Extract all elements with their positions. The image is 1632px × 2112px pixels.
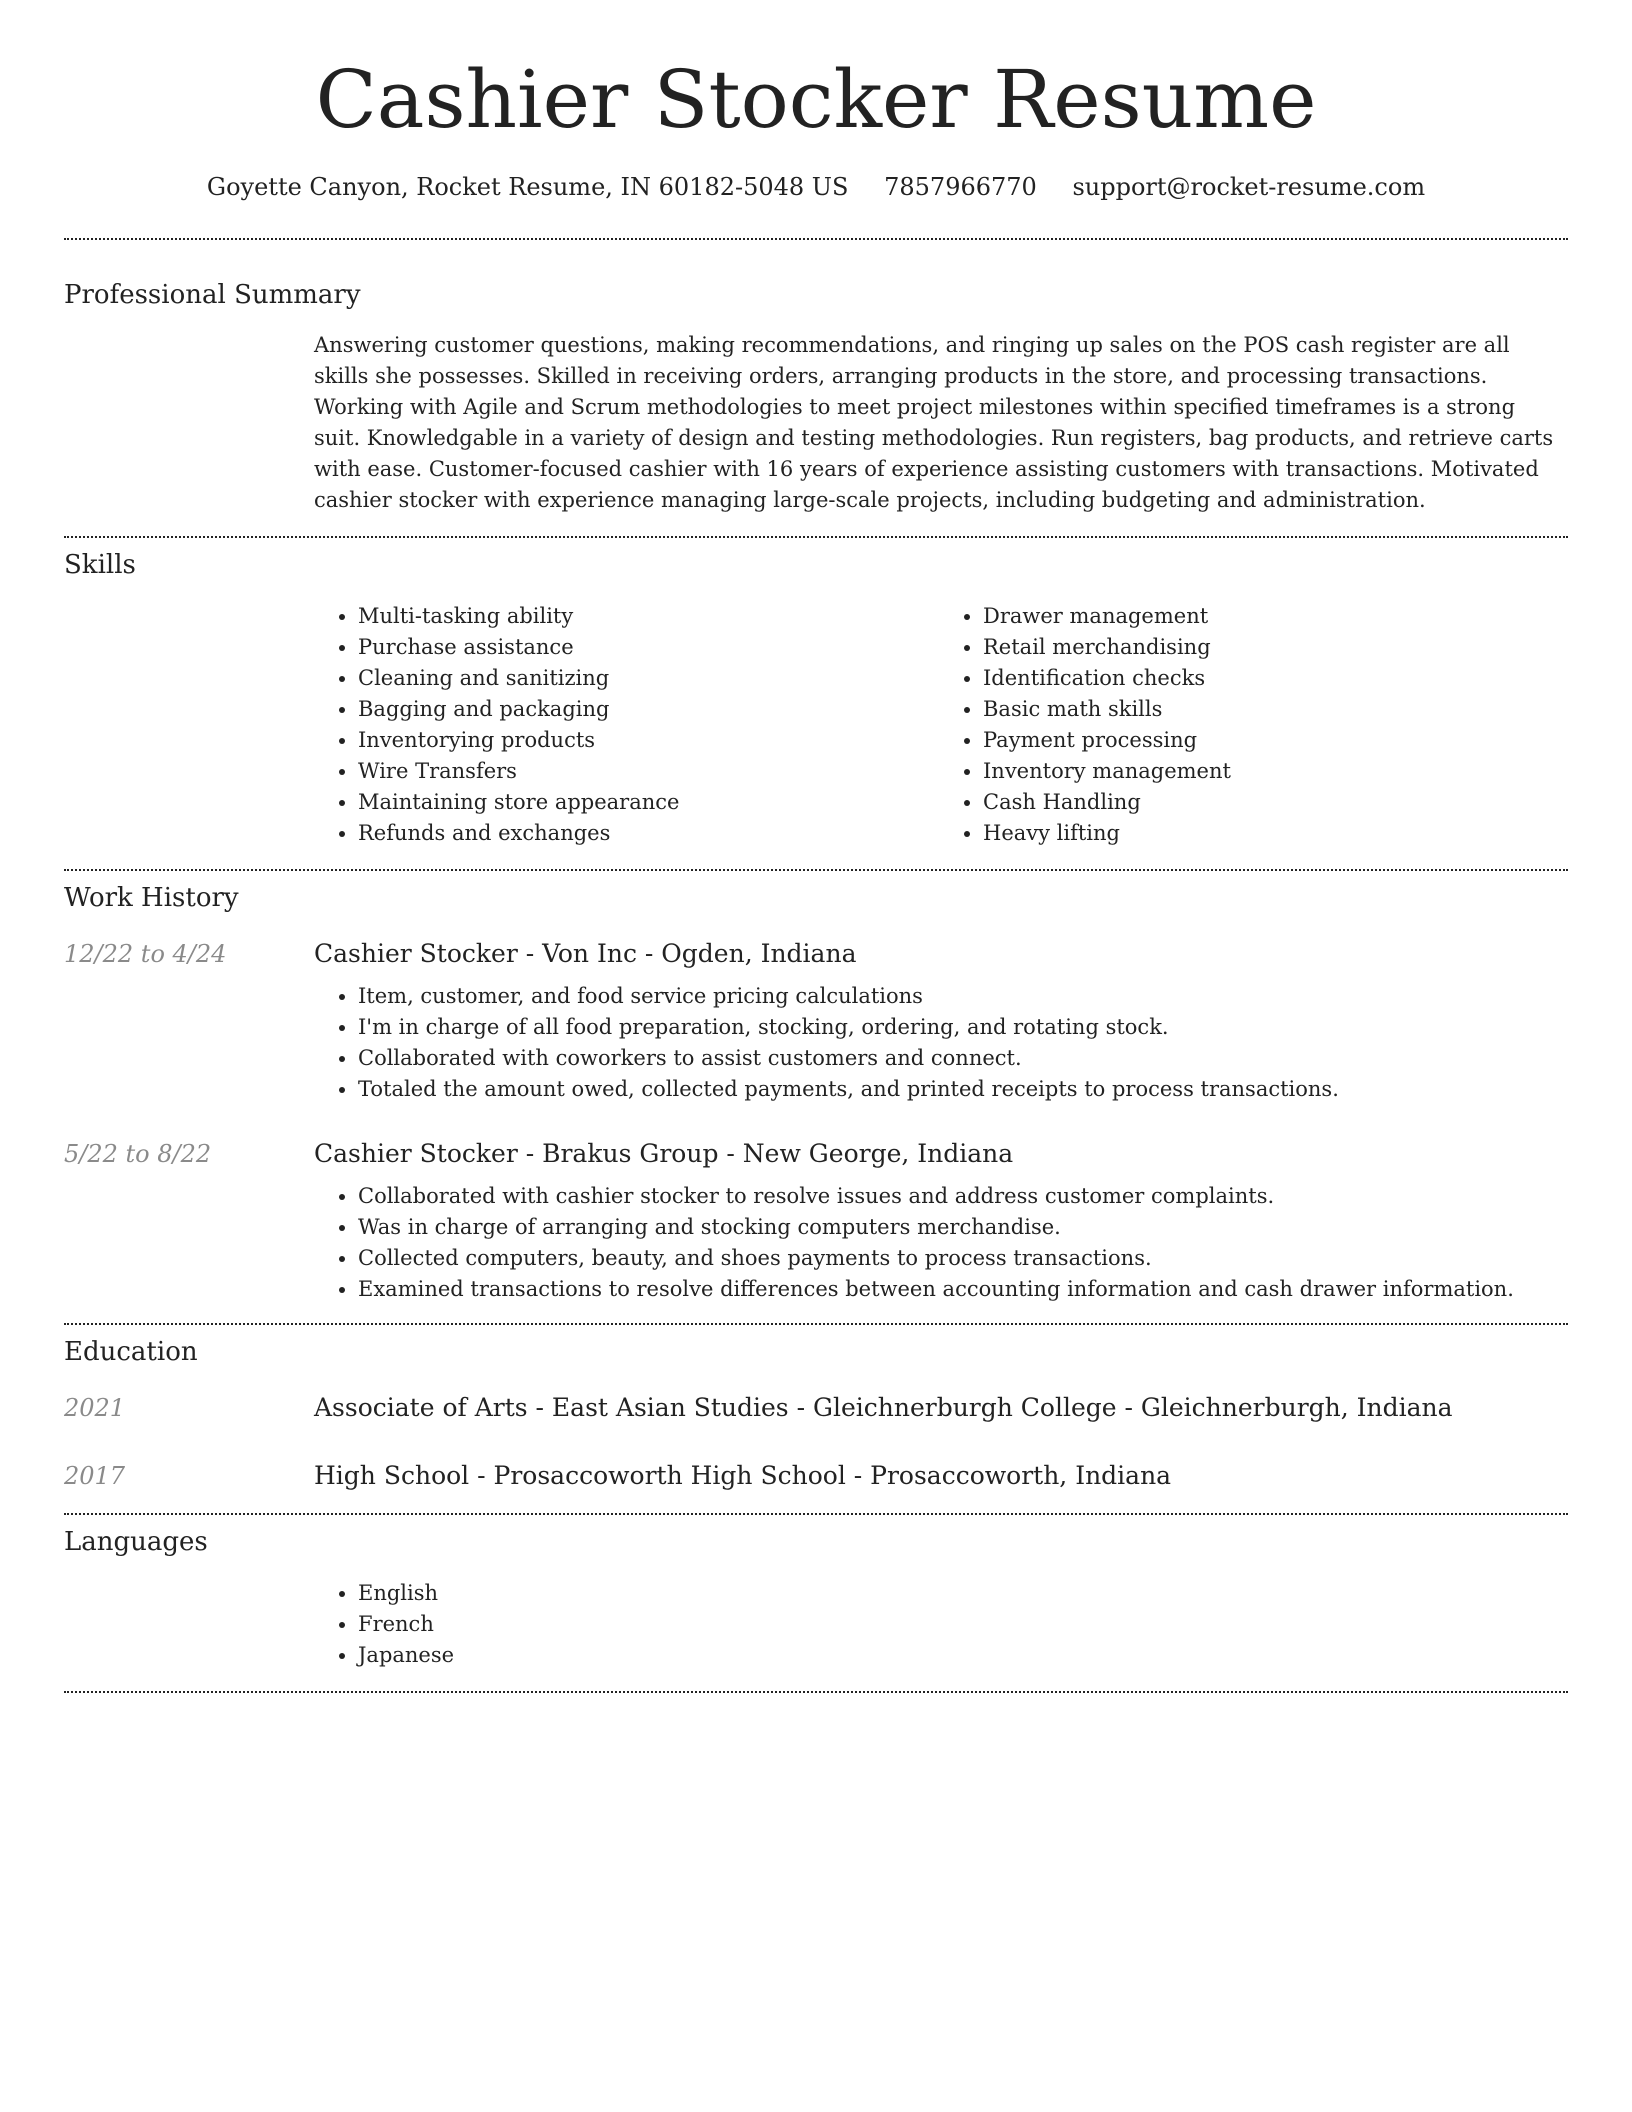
skills-list [314, 601, 1564, 849]
contact-phone: 7857966770 [884, 173, 1037, 201]
divider [64, 869, 1568, 871]
languages-list [314, 1578, 1568, 1671]
skill-item: • Cleaning and sanitizing [358, 663, 939, 694]
work-heading: Work History [64, 883, 239, 913]
language-item: • English [358, 1578, 1568, 1609]
education-degree: High School [314, 1461, 470, 1490]
work-bullet: • Collaborated with coworkers to assist customers and connect. [358, 1043, 1568, 1074]
education-year: 2021 [64, 1394, 126, 1422]
skill-item: • Drawer management [983, 601, 1564, 632]
contact-email: support@rocket-resume.com [1072, 173, 1426, 201]
skill-item: • Inventorying products [358, 725, 939, 756]
skill-item: • Cash Handling [983, 787, 1564, 818]
skills-column-right [939, 601, 1564, 849]
skill-item: • Heavy lifting [983, 818, 1564, 849]
work-bullets [314, 1181, 1568, 1305]
skill-item: • Inventory management [983, 756, 1564, 787]
work-bullet: • Item, customer, and food service pricing calculations [358, 981, 1568, 1012]
skill-item: • Purchase assistance [358, 632, 939, 663]
resume-page [64, 0, 1568, 1693]
skill-item: • Retail merchandising [983, 632, 1564, 663]
work-bullet: • I'm in charge of all food preparation, stocking, ordering, and rotating stock. [358, 1012, 1568, 1043]
divider [64, 1691, 1568, 1693]
work-dates: 12/22 to 4/24 [64, 940, 227, 968]
languages-heading: Languages [64, 1527, 208, 1557]
work-bullet: • Examined transactions to resolve differences between accounting information and cash drawer information. [358, 1274, 1568, 1305]
education-school: - Prosaccoworth High School - Prosaccoworth, Indiana [469, 1461, 1172, 1490]
contact-address: Goyette Canyon, Rocket Resume, IN 60182-5048 US [206, 173, 849, 201]
skill-item: • Refunds and exchanges [358, 818, 939, 849]
education-heading: Education [64, 1337, 198, 1367]
work-bullet: • Collected computers, beauty, and shoes payments to process transactions. [358, 1243, 1568, 1274]
divider [64, 536, 1568, 538]
skill-item: • Bagging and packaging [358, 694, 939, 725]
work-heading-line: Cashier Stocker - Von Inc - Ogden, Indiana [314, 939, 857, 968]
divider [64, 238, 1568, 240]
divider [64, 1323, 1568, 1325]
work-entry [64, 937, 1568, 1105]
skills-heading: Skills [64, 550, 136, 580]
skill-item: • Maintaining store appearance [358, 787, 939, 818]
work-entry [64, 1137, 1568, 1305]
education-entry [64, 1459, 1568, 1493]
work-bullet: • Collaborated with cashier stocker to resolve issues and address customer complaints. [358, 1181, 1568, 1212]
skill-item: • Payment processing [983, 725, 1564, 756]
skill-item: • Multi-tasking ability [358, 601, 939, 632]
work-bullet: • Totaled the amount owed, collected payments, and printed receipts to process transactions. [358, 1074, 1568, 1105]
education-degree: Associate of Arts - East Asian Studies [314, 1393, 789, 1422]
education-entry [64, 1391, 1568, 1425]
education-year: 2017 [64, 1462, 126, 1490]
education-school: - Gleichnerburgh College - Gleichnerburgh, Indiana [788, 1393, 1453, 1422]
summary-text: Answering customer questions, making recommendations, and ringing up sales on the POS cash register are all skills she possesses. Skilled in receiving orders, arranging products in the store, and processing transactions. Working with Agile and Scrum methodologies to meet project milestones within specified timeframes is a strong suit. Knowledgable in a variety of design and testing methodologies. Run registers, bag products, and retrieve carts with ease. Customer-focused cashier with 16 years of experience assisting customers with transactions. Motivated cashier stocker with experience managing large-scale projects, including budgeting and administration. [314, 333, 1554, 512]
work-heading-line: Cashier Stocker - Brakus Group - New George, Indiana [314, 1139, 1014, 1168]
work-bullets [314, 981, 1568, 1105]
skills-column-left [314, 601, 939, 849]
skill-item: • Identification checks [983, 663, 1564, 694]
skill-item: • Basic math skills [983, 694, 1564, 725]
language-item: • French [358, 1609, 1568, 1640]
work-bullet: • Was in charge of arranging and stocking computers merchandise. [358, 1212, 1568, 1243]
skill-item: • Wire Transfers [358, 756, 939, 787]
resume-title: Cashier Stocker Resume [315, 53, 1317, 146]
summary-heading: Professional Summary [64, 280, 361, 310]
work-dates: 5/22 to 8/22 [64, 1140, 212, 1168]
language-item: • Japanese [358, 1640, 1568, 1671]
contact-line [64, 171, 1568, 203]
divider [64, 1513, 1568, 1515]
